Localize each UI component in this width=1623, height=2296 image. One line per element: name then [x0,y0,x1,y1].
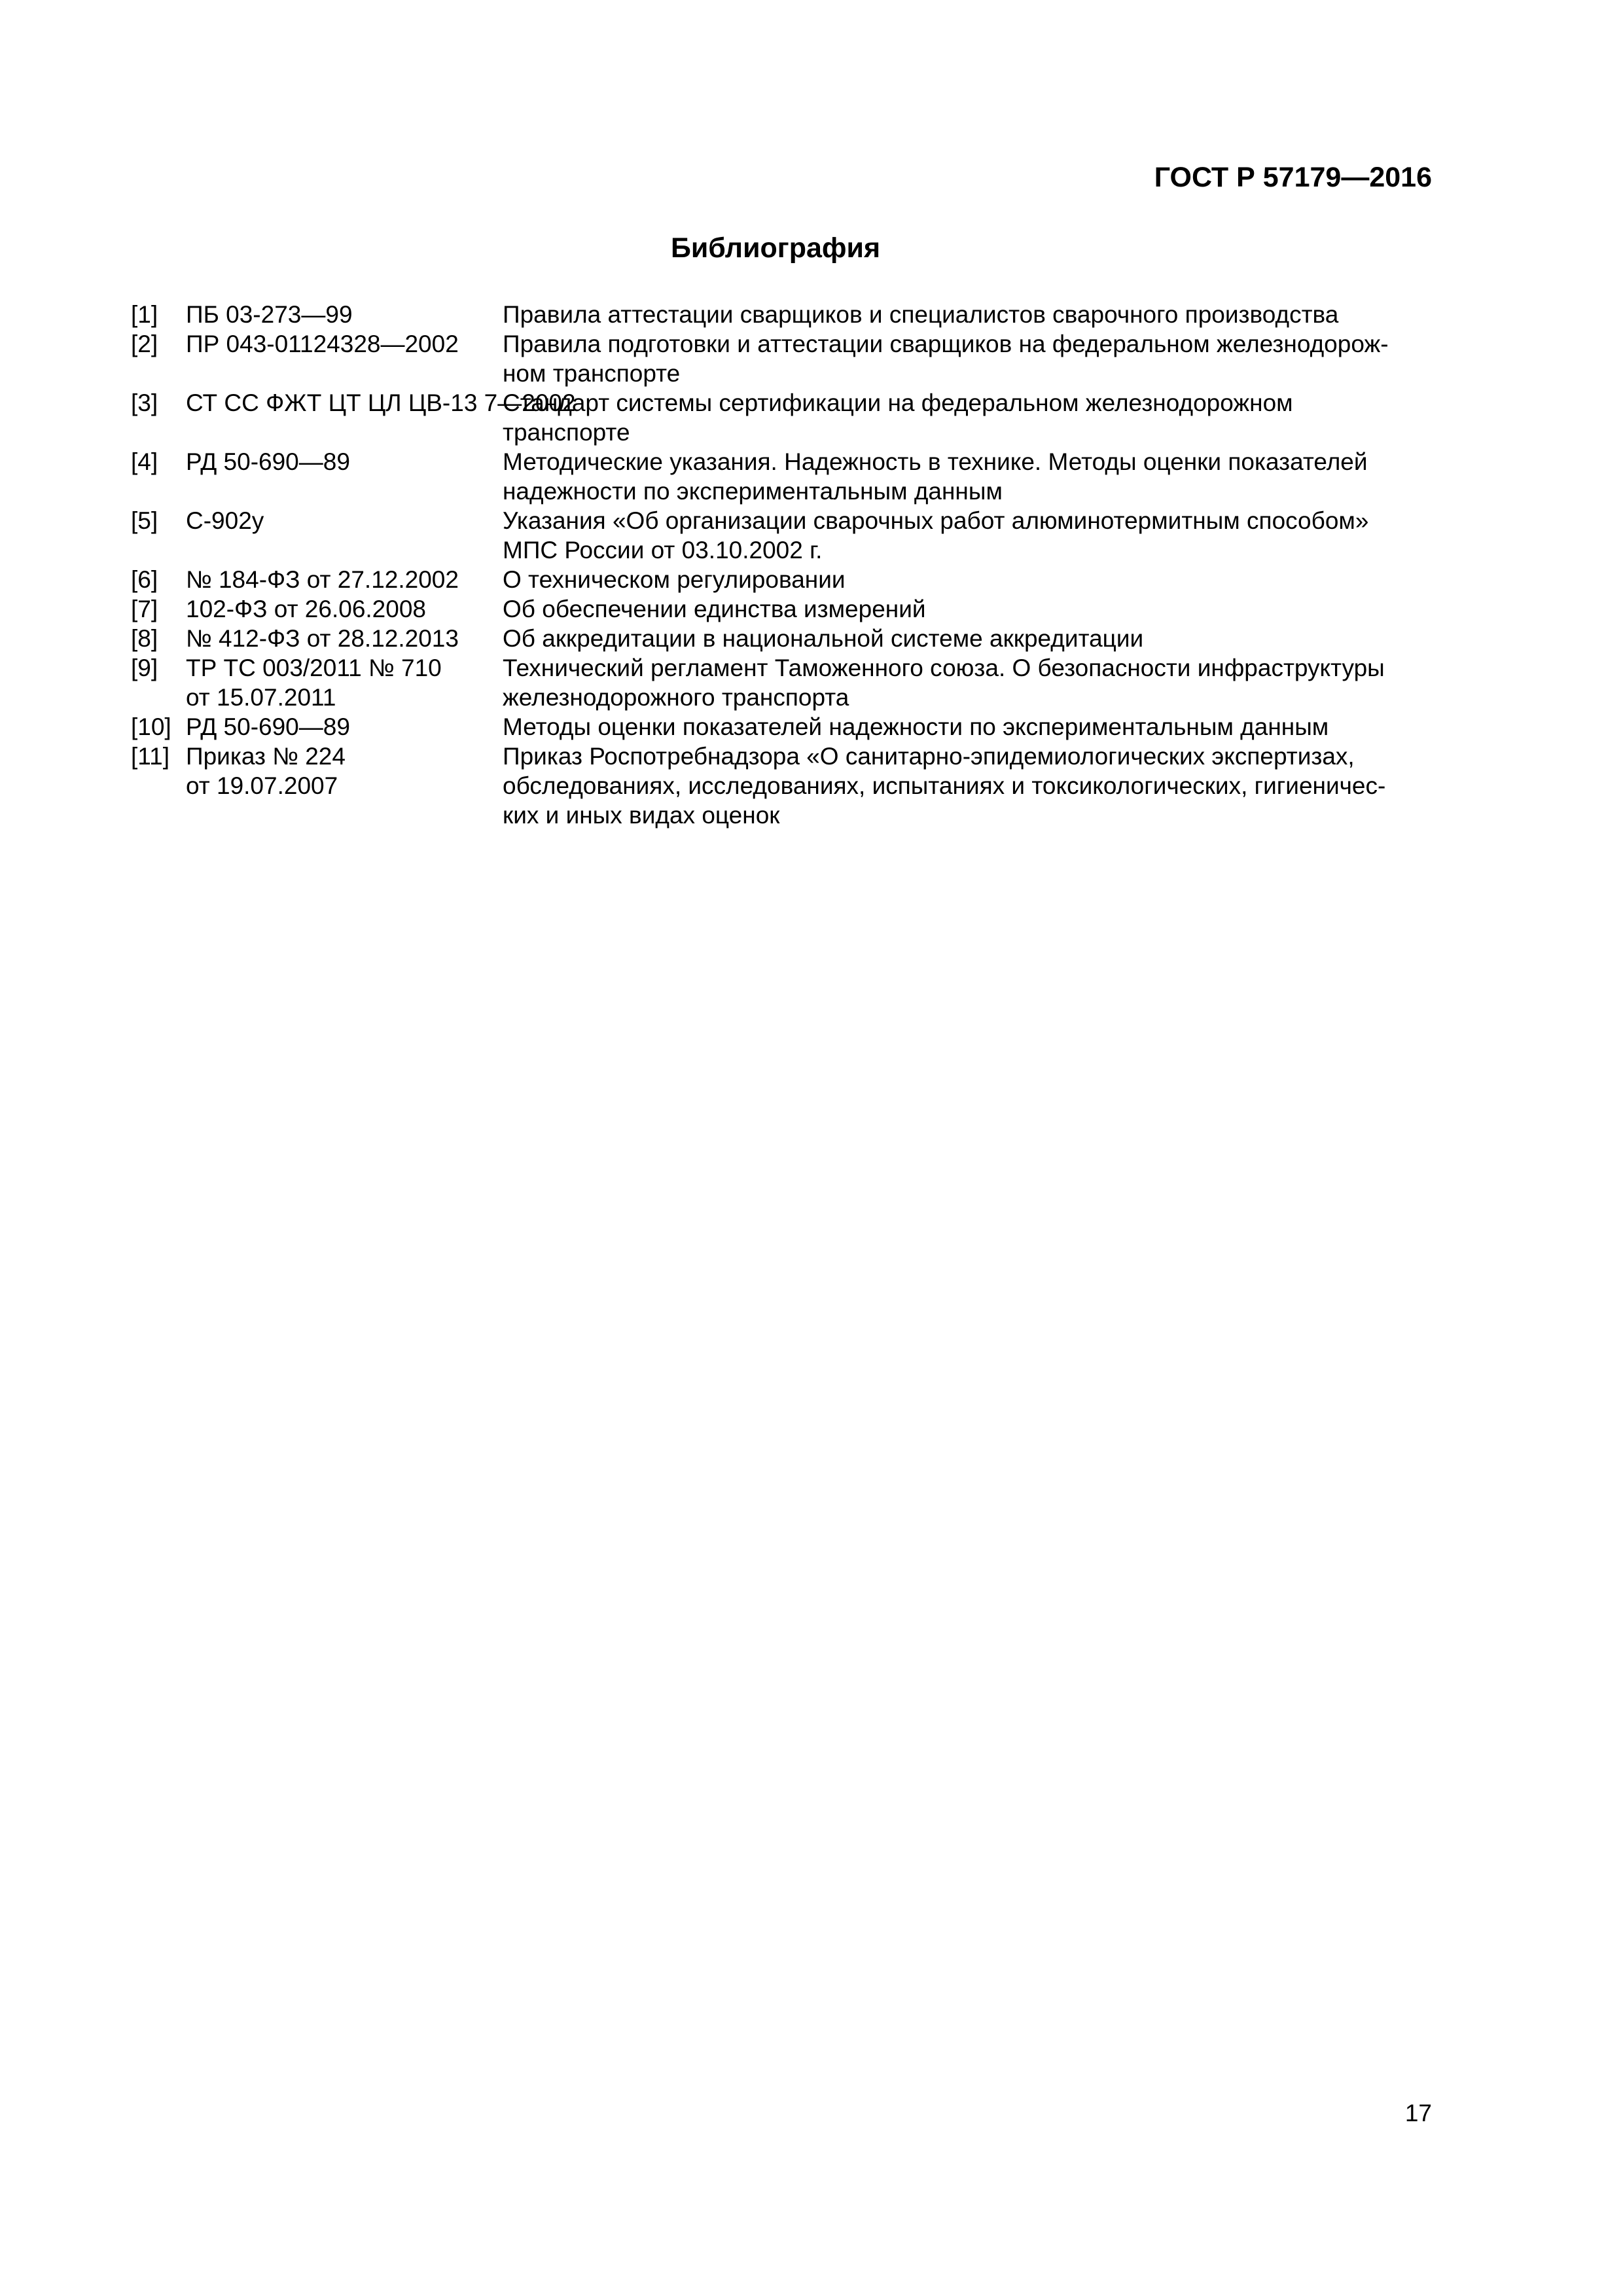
entry-document-code: РД 50-690—89 [186,448,350,475]
entry-number: [7] [131,596,158,622]
entry-document-code: ПР 043-01124328—2002 [186,331,459,357]
bibliography-entry [131,506,1432,565]
entry-description: Об аккредитации в национальной системе аккредитации [503,625,1144,652]
entry-document-code: С-902у [186,507,264,534]
entry-description: Приказ Роспотребнадзора «О санитарно-эпидемиологических экспертизах, обследованиях, исследованиях, испытаниях и токсикологических, гигиеничес- ких и иных видах оценок [503,743,1386,829]
entry-description: О техническом регулировании [503,566,846,593]
entry-document-code: РД 50-690—89 [186,713,350,740]
entry-document-code: 102-ФЗ от 26.06.2008 [186,596,426,622]
bibliography-entry [131,653,1432,712]
entry-document-code: № 184-ФЗ от 27.12.2002 [186,566,459,593]
entry-number: [10] [131,713,171,740]
entry-document-code: № 412-ФЗ от 28.12.2013 [186,625,459,652]
entry-description: Правила аттестации сварщиков и специалистов сварочного производства [503,301,1339,328]
bibliography-entry [131,712,1432,742]
entry-number: [11] [131,743,169,770]
entry-number: [9] [131,655,158,681]
entry-description: Методы оценки показателей надежности по экспериментальным данным [503,713,1329,740]
bibliography-entry [131,329,1432,388]
entry-number: [6] [131,566,158,593]
entry-number: [5] [131,507,158,534]
entry-document-code: Приказ № 224 от 19.07.2007 [186,743,346,799]
bibliography-entry [131,388,1432,447]
entry-description: Технический регламент Таможенного союза. О безопасности инфраструктуры железнодорожного транспорта [503,655,1385,711]
entry-number: [1] [131,301,158,328]
bibliography-entry [131,624,1432,653]
entry-document-code: СТ СС ФЖТ ЦТ ЦЛ ЦВ-13 7—2002 [186,389,576,416]
entry-description: Об обеспечении единства измерений [503,596,926,622]
document-code: ГОСТ Р 57179—2016 [1154,162,1432,193]
bibliography-entry [131,594,1432,624]
entry-description: Стандарт системы сертификации на федеральном железнодорожном транспорте [503,389,1293,446]
page-title: Библиография [670,232,881,264]
bibliography-entry [131,565,1432,594]
entry-document-code: ТР ТС 003/2011 № 710 от 15.07.2011 [186,655,442,711]
entry-description: Методические указания. Надежность в технике. Методы оценки показателей надежности по экспериментальным данным [503,448,1368,505]
entry-description: Правила подготовки и аттестации сварщиков на федеральном железнодорож- ном транспорте [503,331,1389,387]
bibliography-entry [131,300,1432,329]
page-number: 17 [1404,2100,1432,2126]
entry-document-code: ПБ 03-273—99 [186,301,353,328]
entry-number: [3] [131,389,158,416]
entry-number: [2] [131,331,158,357]
entry-number: [4] [131,448,158,475]
entry-description: Указания «Об организации сварочных работ алюминотермитным способом» МПС России от 03.10.2002 г. [503,507,1369,564]
bibliography-entry [131,447,1432,506]
bibliography-list [131,300,1432,830]
entry-number: [8] [131,625,158,652]
bibliography-entry [131,742,1432,830]
